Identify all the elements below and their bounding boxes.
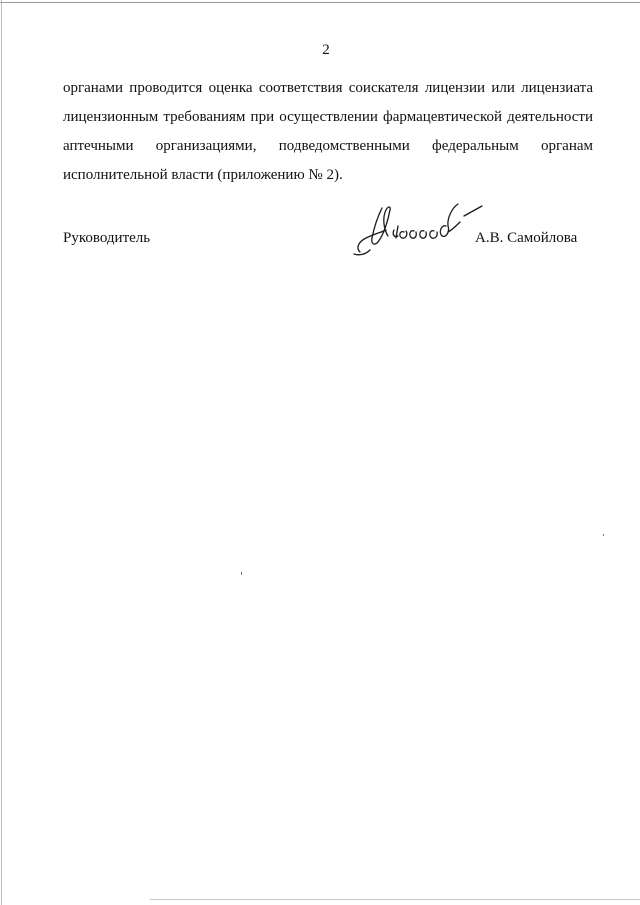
scan-edge-left [1,0,2,905]
paragraph-line: исполнительной власти (приложению № 2). [63,167,343,183]
signatory-name: А.В. Самойлова [475,230,578,246]
handwritten-signature [352,196,488,260]
scan-speck [241,572,242,575]
scan-edge-top [0,2,640,3]
signatory-position: Руководитель [63,230,151,246]
scan-speck [603,534,604,536]
page-number: 2 [322,42,330,58]
scan-edge-bottom [150,899,640,900]
paragraph [63,74,593,190]
paragraph-line: аптечными организациями, подведомственными федеральным органам [63,138,593,154]
paragraph-line: органами проводится оценка соответствия соискателя лицензии или лицензиата [63,80,593,96]
paragraph-line: лицензионным требованиям при осуществлении фармацевтической деятельности [63,109,593,125]
